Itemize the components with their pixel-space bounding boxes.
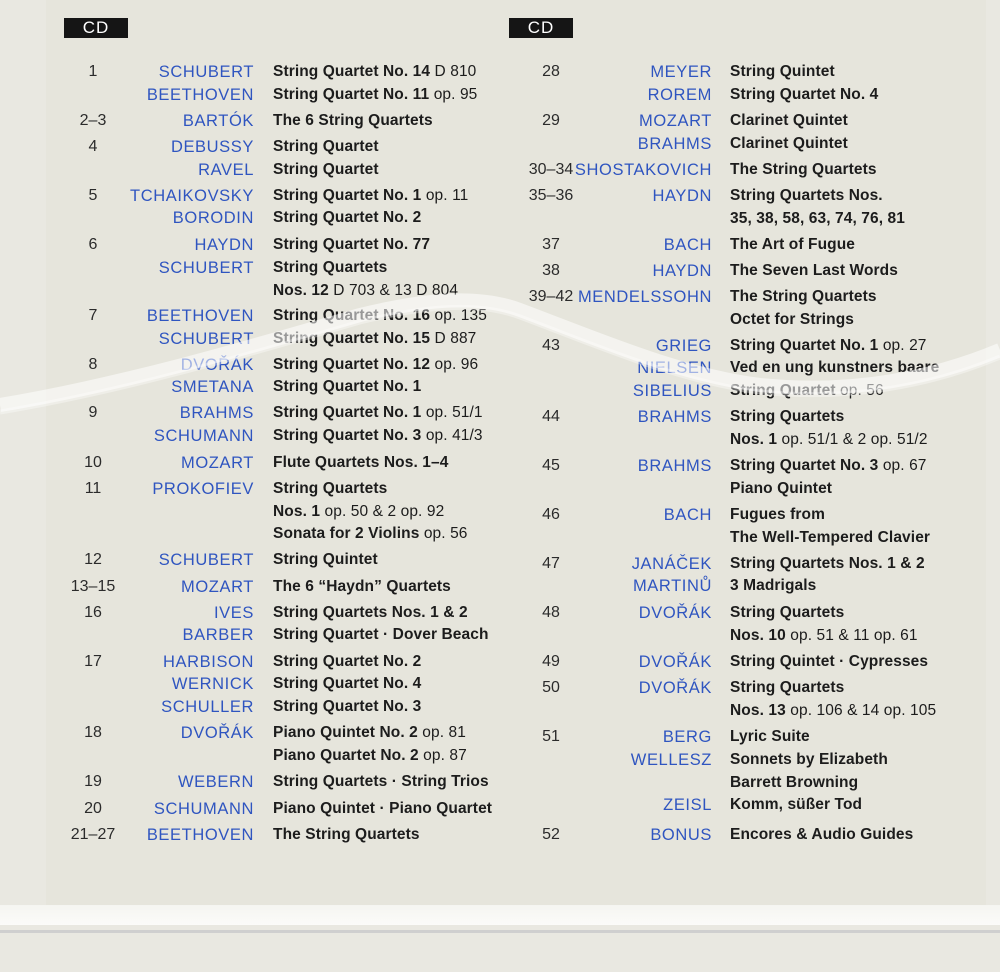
work-title: 35, 38, 58, 63, 74, 76, 81 <box>730 209 905 227</box>
work-title: String Quartets <box>730 604 845 621</box>
cd-number: 35–36 <box>528 187 574 204</box>
composer-name: DVOŘÁK <box>638 679 712 697</box>
work-title: String Quintet · Cypresses <box>730 653 929 670</box>
cd-number: 30–34 <box>528 161 574 178</box>
work-title: Piano Quintet No. 2 op. 81 <box>273 724 466 741</box>
work-title: String Quartet No. 12 op. 96 <box>273 356 479 373</box>
composer-name: DVOŘÁK <box>638 653 712 671</box>
composer-name: GRIEG <box>655 337 712 355</box>
composer-name: BERG <box>662 728 712 746</box>
composer-name: SCHUBERT <box>158 330 254 348</box>
composer-name: SCHULLER <box>161 698 254 716</box>
work-title: Sonnets by Elizabeth <box>730 751 888 768</box>
composer-name: SCHUMANN <box>153 800 254 818</box>
composer-name: MENDELSSOHN <box>577 288 712 306</box>
composer-name: PROKOFIEV <box>152 480 254 498</box>
work-title: String Quartets Nos. 1 & 2 <box>730 555 925 572</box>
cd-number: 18 <box>84 724 102 741</box>
work-title: Nos. 1 op. 50 & 2 op. 92 <box>273 502 445 520</box>
composer-name: DEBUSSY <box>170 138 254 156</box>
cd-number: 1 <box>88 63 98 80</box>
work-title: String Quartets <box>730 679 845 696</box>
composer-name: SMETANA <box>171 378 254 396</box>
work-title: String Quartets <box>273 480 388 497</box>
cd-number: 2–3 <box>79 112 107 129</box>
work-title: Flute Quartets Nos. 1–4 <box>273 454 449 471</box>
work-title: Ved en ung kunstners baare <box>730 359 940 376</box>
composer-name: WERNICK <box>171 675 254 693</box>
composer-name: SIBELIUS <box>632 382 712 400</box>
composer-name: MOZART <box>639 112 712 130</box>
composer-name: SCHUBERT <box>158 551 254 569</box>
cd-number: 50 <box>542 679 560 696</box>
composer-name: MEYER <box>650 63 712 81</box>
cd-column-header-left: CD <box>64 18 128 38</box>
composer-name: SHOSTAKOVICH <box>574 161 712 179</box>
work-title: Piano Quartet No. 2 op. 87 <box>273 746 467 764</box>
cd-number: 19 <box>84 773 102 790</box>
cd-number: 43 <box>542 337 560 354</box>
work-title: String Quartet No. 1 <box>273 378 422 395</box>
cd-number: 48 <box>542 604 560 621</box>
work-title: The Well-Tempered Clavier <box>730 528 931 546</box>
work-title: String Quartet No. 3 op. 41/3 <box>273 427 483 444</box>
work-title: Fugues from <box>730 506 825 523</box>
work-title: Barrett Browning <box>730 773 859 791</box>
cd-number: 39–42 <box>528 288 574 305</box>
work-title: String Quartets · String Trios <box>273 773 489 790</box>
work-title: Piano Quintet · Piano Quartet <box>273 800 493 817</box>
composer-name: WELLESZ <box>630 751 712 769</box>
composer-name: HAYDN <box>652 187 712 205</box>
cd-number: 16 <box>84 604 102 621</box>
cd-number: 13–15 <box>70 578 116 595</box>
work-title: String Quintet <box>730 63 835 80</box>
cd-number: 49 <box>542 653 560 670</box>
work-title: String Quartets <box>273 259 388 276</box>
composer-name: MOZART <box>181 578 254 596</box>
work-title: 3 Madrigals <box>730 577 817 594</box>
work-title: The Art of Fugue <box>730 236 856 253</box>
composer-name: MARTINŮ <box>632 577 712 595</box>
work-title: Clarinet Quintet <box>730 135 848 152</box>
work-title: String Quartet <box>273 138 379 155</box>
composer-name: BACH <box>663 236 712 254</box>
composer-name: TCHAIKOVSKY <box>130 187 254 205</box>
work-title: String Quartet No. 1 op. 27 <box>730 337 927 354</box>
work-title: String Quartet No. 2 <box>273 209 422 226</box>
composer-name: DVOŘÁK <box>180 724 254 742</box>
work-title: Lyric Suite <box>730 728 810 745</box>
work-title: String Quartet No. 1 op. 51/1 <box>273 404 483 421</box>
cd-number: 20 <box>84 800 102 817</box>
composer-name: SCHUBERT <box>158 63 254 81</box>
work-title: String Quartet op. 56 <box>730 382 884 399</box>
composer-name: BORODIN <box>172 209 254 227</box>
work-title: Octet for Strings <box>730 310 854 328</box>
composer-name: BARBER <box>182 626 254 644</box>
cd-number: 29 <box>542 112 560 129</box>
work-title: String Quartet No. 16 op. 135 <box>273 307 487 324</box>
cd-number: 46 <box>542 506 560 523</box>
work-title: Nos. 10 op. 51 & 11 op. 61 <box>730 626 918 644</box>
composer-name: IVES <box>213 604 254 622</box>
work-title: The Seven Last Words <box>730 262 898 279</box>
cd-number: 17 <box>84 653 102 670</box>
cd-number: 6 <box>88 236 98 253</box>
cd-number: 47 <box>542 555 560 572</box>
work-title: String Quartet No. 14 D 810 <box>273 63 477 80</box>
composer-name: JANÁČEK <box>631 555 712 573</box>
work-title: Nos. 13 op. 106 & 14 op. 105 <box>730 701 937 719</box>
work-title: Sonata for 2 Violins op. 56 <box>273 525 468 542</box>
composer-name: BEETHOVEN <box>146 86 254 104</box>
composer-name: ZEISL <box>663 796 712 814</box>
work-title: String Quartet No. 4 <box>273 675 422 692</box>
work-title: Nos. 12 D 703 & 13 D 804 <box>273 281 459 299</box>
cd-number: 5 <box>88 187 98 204</box>
cd-number: 7 <box>88 307 98 324</box>
cd-number: 37 <box>542 236 560 253</box>
cd-number: 38 <box>542 262 560 279</box>
composer-name: BRAHMS <box>637 135 712 153</box>
work-title: String Quintet <box>273 551 378 568</box>
work-title: String Quartet <box>273 161 379 178</box>
cd-number: 10 <box>84 454 102 471</box>
bottom-divider <box>0 930 1000 933</box>
cd-column-header-right: CD <box>509 18 573 38</box>
cd-number: 28 <box>542 63 560 80</box>
work-title: The String Quartets <box>730 161 877 178</box>
work-title: The 6 String Quartets <box>273 112 433 129</box>
cd-number: 45 <box>542 457 560 474</box>
composer-name: BONUS <box>650 826 712 844</box>
work-title: Encores & Audio Guides <box>730 826 914 843</box>
cd-number: 8 <box>88 356 98 373</box>
composer-name: BRAHMS <box>637 408 712 426</box>
cd-number: 11 <box>84 480 102 497</box>
cd-number: 4 <box>88 138 98 155</box>
work-title: String Quartet No. 3 op. 67 <box>730 457 927 474</box>
composer-name: BEETHOVEN <box>146 826 254 844</box>
composer-name: HARBISON <box>163 653 254 671</box>
work-title: String Quartet No. 4 <box>730 86 879 103</box>
work-title: Komm, süßer Tod <box>730 796 863 813</box>
cd-number: 52 <box>542 826 560 843</box>
work-title: String Quartets Nos. 1 & 2 <box>273 604 468 621</box>
composer-name: BEETHOVEN <box>146 307 254 325</box>
cd-number: 44 <box>542 408 560 425</box>
composer-name: SCHUMANN <box>153 427 254 445</box>
cd-number: 9 <box>88 404 98 421</box>
cd-number: 51 <box>542 728 560 745</box>
composer-name: BARTÓK <box>182 112 254 130</box>
work-title: Nos. 1 op. 51/1 & 2 op. 51/2 <box>730 430 928 448</box>
page-edge <box>0 905 1000 925</box>
composer-name: SCHUBERT <box>158 259 254 277</box>
composer-name: DVOŘÁK <box>180 356 254 374</box>
work-title: String Quartets Nos. <box>730 187 883 204</box>
work-title: Clarinet Quintet <box>730 112 848 129</box>
composer-name: HAYDN <box>194 236 254 254</box>
composer-name: WEBERN <box>177 773 254 791</box>
work-title: String Quartet No. 77 <box>273 236 431 253</box>
composer-name: DVOŘÁK <box>638 604 712 622</box>
work-title: String Quartet · Dover Beach <box>273 626 489 643</box>
composer-name: ROREM <box>647 86 712 104</box>
work-title: The String Quartets <box>730 288 877 305</box>
cd-number: 21–27 <box>70 826 116 843</box>
work-title: String Quartet No. 15 D 887 <box>273 330 477 347</box>
work-title: String Quartet No. 2 <box>273 653 422 670</box>
composer-name: BACH <box>663 506 712 524</box>
work-title: The 6 “Haydn” Quartets <box>273 578 451 595</box>
composer-name: NIELSEN <box>637 359 712 377</box>
composer-name: BRAHMS <box>179 404 254 422</box>
work-title: String Quartet No. 1 op. 11 <box>273 187 469 204</box>
work-title: String Quartets <box>730 408 845 425</box>
work-title: String Quartet No. 11 op. 95 <box>273 86 478 103</box>
work-title: Piano Quintet <box>730 479 833 497</box>
work-title: The String Quartets <box>273 826 420 843</box>
cd-number: 12 <box>84 551 102 568</box>
composer-name: HAYDN <box>652 262 712 280</box>
composer-name: BRAHMS <box>637 457 712 475</box>
composer-name: RAVEL <box>198 161 254 179</box>
work-title: String Quartet No. 3 <box>273 698 422 715</box>
composer-name: MOZART <box>181 454 254 472</box>
